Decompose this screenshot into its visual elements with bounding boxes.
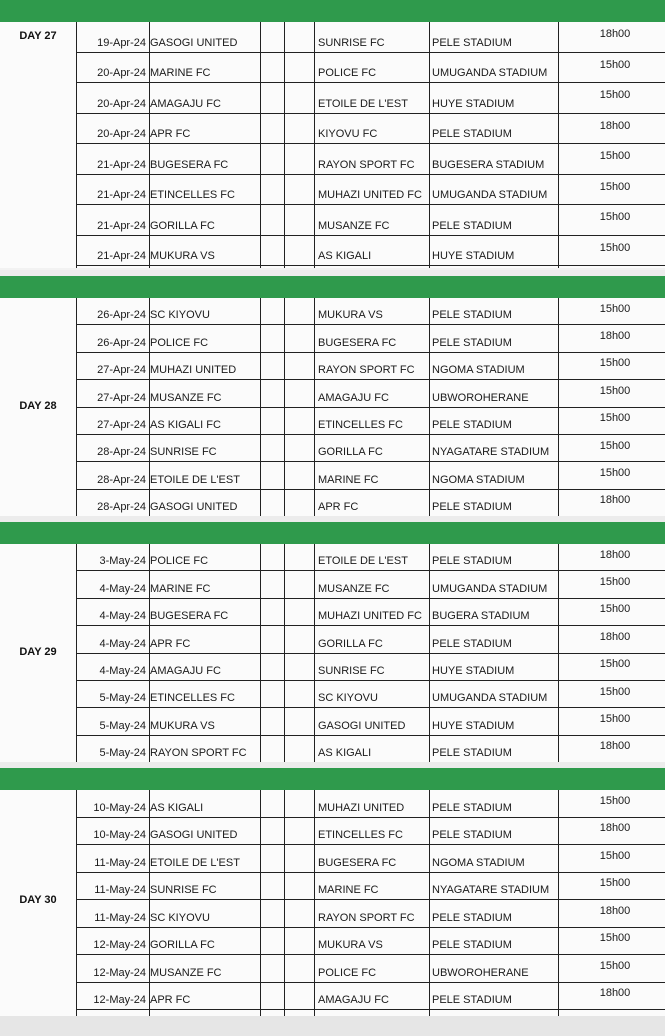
- kickoff-time: 15h00: [599, 685, 631, 698]
- away-team: SC KIYOVU: [318, 692, 378, 705]
- matchday-label: DAY 29: [19, 646, 57, 658]
- kickoff-time: 18h00: [599, 822, 631, 835]
- match-date: 12-May-24: [93, 994, 146, 1006]
- venue: BUGESERA STADIUM: [432, 158, 545, 171]
- away-team: AS KIGALI: [318, 250, 372, 262]
- kickoff-time: 15h00: [599, 302, 631, 315]
- match-date: 12-May-24: [93, 966, 146, 979]
- home-team: RAYON SPORT FC: [150, 747, 247, 760]
- kickoff-time: 18h00: [599, 119, 631, 132]
- venue: PELE STADIUM: [432, 637, 512, 650]
- fixture-row: [76, 790, 665, 818]
- home-team: AMAGAJU FC: [150, 664, 221, 677]
- kickoff-time: 15h00: [599, 150, 631, 163]
- away-team: POLICE FC: [318, 966, 377, 979]
- match-date: 20-Apr-24: [97, 128, 146, 140]
- venue: PELE STADIUM: [432, 747, 512, 760]
- matchday-label: DAY 30: [19, 894, 57, 906]
- venue: HUYE STADIUM: [432, 250, 515, 262]
- fixture-row: [76, 83, 665, 114]
- kickoff-time: 18h00: [599, 987, 631, 1000]
- venue: PELE STADIUM: [432, 219, 512, 232]
- away-team: MUSANZE FC: [318, 219, 390, 232]
- home-team: BUGESERA FC: [150, 610, 229, 623]
- match-date: 5-May-24: [99, 719, 146, 732]
- fixture-row: [76, 325, 665, 352]
- venue: PELE STADIUM: [432, 336, 512, 349]
- fixture-row: [76, 236, 665, 267]
- day-section: [0, 544, 665, 764]
- fixture-row: [76, 599, 665, 626]
- home-team: APR FC: [150, 994, 191, 1006]
- match-date: 28-Apr-24: [97, 501, 146, 514]
- home-team: POLICE FC: [150, 555, 209, 568]
- day-section: [0, 22, 665, 268]
- home-team: SC KIYOVU: [150, 309, 210, 322]
- fixture-row: [76, 626, 665, 653]
- fixture-row: [76, 900, 665, 928]
- match-date: 11-May-24: [94, 856, 146, 869]
- kickoff-time: 15h00: [599, 713, 631, 726]
- venue: PELE STADIUM: [432, 418, 512, 431]
- away-team: ETINCELLES FC: [318, 829, 403, 841]
- kickoff-time: 15h00: [599, 603, 631, 616]
- fixture-row: [76, 983, 665, 1011]
- kickoff-time: 15h00: [599, 357, 631, 370]
- fixture-row: [76, 490, 665, 517]
- away-team: MARINE FC: [318, 884, 379, 896]
- home-team: GASOGI UNITED: [150, 501, 238, 514]
- home-team: SUNRISE FC: [150, 884, 217, 896]
- away-team: MUKURA VS: [318, 939, 383, 951]
- venue: HUYE STADIUM: [432, 664, 515, 677]
- fixture-row: [76, 353, 665, 380]
- section-gap: [0, 516, 665, 522]
- match-date: 10-May-24: [93, 801, 146, 814]
- match-date: 10-May-24: [93, 829, 146, 841]
- match-date: 20-Apr-24: [97, 67, 146, 79]
- home-team: MUSANZE FC: [150, 966, 222, 979]
- match-date: 27-Apr-24: [97, 391, 146, 404]
- home-team: SUNRISE FC: [150, 446, 217, 459]
- section-gap: [0, 762, 665, 768]
- match-date: 3-May-24: [99, 555, 146, 568]
- venue: NYAGATARE STADIUM: [432, 884, 550, 896]
- kickoff-time: 18h00: [599, 548, 631, 561]
- away-team: AS KIGALI: [318, 747, 372, 760]
- day-section: [0, 298, 665, 518]
- kickoff-time: 15h00: [599, 877, 631, 890]
- match-date: 4-May-24: [99, 610, 146, 623]
- kickoff-time: 15h00: [599, 89, 631, 102]
- kickoff-time: 15h00: [599, 241, 631, 254]
- away-team: MUSANZE FC: [318, 582, 390, 595]
- fixture-row: [76, 708, 665, 735]
- home-team: MUSANZE FC: [150, 391, 222, 404]
- venue: PELE STADIUM: [432, 994, 512, 1006]
- kickoff-time: 15h00: [599, 412, 631, 425]
- home-team: ETOILE DE L'EST: [150, 856, 240, 869]
- venue: UMUGANDA STADIUM: [432, 67, 548, 79]
- section-header-band: [0, 276, 665, 298]
- matchday-label: DAY 27: [19, 30, 57, 42]
- away-team: APR FC: [318, 501, 359, 514]
- home-team: ETOILE DE L'EST: [150, 473, 240, 486]
- venue: UMUGANDA STADIUM: [432, 582, 548, 595]
- venue: NGOMA STADIUM: [432, 364, 525, 377]
- kickoff-time: 15h00: [599, 180, 631, 193]
- kickoff-time: 18h00: [599, 330, 631, 343]
- match-date: 28-Apr-24: [97, 446, 146, 459]
- fixture-row: [76, 736, 665, 763]
- away-team: POLICE FC: [318, 67, 377, 79]
- home-team: BUGESERA FC: [150, 158, 229, 171]
- home-team: APR FC: [150, 128, 191, 140]
- home-team: MARINE FC: [150, 582, 211, 595]
- kickoff-time: 18h00: [599, 28, 631, 41]
- away-team: GORILLA FC: [318, 637, 383, 650]
- fixture-row: [76, 845, 665, 873]
- venue: PELE STADIUM: [432, 555, 512, 568]
- home-team: AS KIGALI FC: [150, 418, 221, 431]
- match-date: 11-May-24: [94, 911, 146, 924]
- away-team: MARINE FC: [318, 473, 379, 486]
- match-date: 26-Apr-24: [97, 336, 146, 349]
- away-team: MUKURA VS: [318, 309, 383, 322]
- fixture-row: [76, 818, 665, 846]
- match-date: 28-Apr-24: [97, 473, 146, 486]
- fixture-row: [76, 928, 665, 956]
- fixture-row: [76, 298, 665, 325]
- kickoff-time: 15h00: [599, 576, 631, 589]
- fixture-row: [76, 53, 665, 84]
- match-date: 21-Apr-24: [97, 219, 146, 232]
- match-date: 21-Apr-24: [97, 158, 146, 171]
- match-date: 4-May-24: [99, 637, 146, 650]
- kickoff-time: 15h00: [599, 58, 631, 71]
- match-date: 19-Apr-24: [97, 36, 146, 49]
- kickoff-time: 15h00: [599, 959, 631, 972]
- kickoff-time: 15h00: [599, 467, 631, 480]
- kickoff-time: 15h00: [599, 794, 631, 807]
- match-date: 27-Apr-24: [97, 364, 146, 377]
- away-team: MUHAZI UNITED: [318, 801, 405, 814]
- fixture-row: [76, 205, 665, 236]
- fixture-row: [76, 544, 665, 571]
- away-team: MUHAZI UNITED FC: [318, 189, 422, 201]
- home-team: MARINE FC: [150, 67, 211, 79]
- kickoff-time: 15h00: [599, 439, 631, 452]
- kickoff-time: 18h00: [599, 630, 631, 643]
- home-team: GASOGI UNITED: [150, 36, 238, 49]
- away-team: BUGESERA FC: [318, 856, 397, 869]
- home-team: APR FC: [150, 637, 191, 650]
- away-team: SUNRISE FC: [318, 36, 385, 49]
- venue: HUYE STADIUM: [432, 97, 515, 110]
- home-team: SC KIYOVU: [150, 911, 210, 924]
- home-team: GORILLA FC: [150, 939, 215, 951]
- home-team: ETINCELLES FC: [150, 189, 235, 201]
- kickoff-time: 18h00: [599, 740, 631, 753]
- home-team: GASOGI UNITED: [150, 829, 238, 841]
- fixture-row: [76, 873, 665, 901]
- venue: PELE STADIUM: [432, 801, 512, 814]
- venue: BUGERA STADIUM: [432, 610, 530, 623]
- match-date: 12-May-24: [93, 939, 146, 951]
- match-date: 4-May-24: [99, 664, 146, 677]
- kickoff-time: 15h00: [599, 384, 631, 397]
- away-team: GASOGI UNITED: [318, 719, 406, 732]
- matchday-label: DAY 28: [19, 400, 57, 412]
- home-team: AMAGAJU FC: [150, 97, 221, 110]
- venue: NYAGATARE STADIUM: [432, 446, 550, 459]
- venue: NGOMA STADIUM: [432, 856, 525, 869]
- home-team: AS KIGALI: [150, 801, 204, 814]
- fixture-row: [76, 380, 665, 407]
- home-team: MUKURA VS: [150, 719, 215, 732]
- away-team: BUGESERA FC: [318, 336, 397, 349]
- fixture-row: [76, 955, 665, 983]
- section-gap: [0, 270, 665, 276]
- match-date: 21-Apr-24: [97, 189, 146, 201]
- match-date: 11-May-24: [94, 884, 146, 896]
- match-date: 27-Apr-24: [97, 418, 146, 431]
- day-section: [0, 790, 665, 1016]
- away-team: RAYON SPORT FC: [318, 158, 415, 171]
- kickoff-time: 15h00: [599, 658, 631, 671]
- away-team: ETINCELLES FC: [318, 418, 403, 431]
- kickoff-time: 18h00: [599, 904, 631, 917]
- fixture-row: [76, 175, 665, 206]
- home-team: MUKURA VS: [150, 250, 215, 262]
- kickoff-time: 15h00: [599, 932, 631, 945]
- match-date: 5-May-24: [99, 747, 146, 760]
- home-team: POLICE FC: [150, 336, 209, 349]
- match-date: 5-May-24: [99, 692, 146, 705]
- match-date: 21-Apr-24: [97, 250, 146, 262]
- venue: PELE STADIUM: [432, 829, 512, 841]
- fixture-row: [76, 681, 665, 708]
- away-team: MUHAZI UNITED FC: [318, 610, 422, 623]
- away-team: ETOILE DE L'EST: [318, 97, 408, 110]
- fixture-row: [76, 571, 665, 598]
- away-team: SUNRISE FC: [318, 664, 385, 677]
- section-header-band: [0, 768, 665, 790]
- venue: NGOMA STADIUM: [432, 473, 525, 486]
- fixture-row: [76, 22, 665, 53]
- match-date: 20-Apr-24: [97, 97, 146, 110]
- kickoff-time: 18h00: [599, 494, 631, 507]
- kickoff-time: 15h00: [599, 849, 631, 862]
- venue: UMUGANDA STADIUM: [432, 189, 548, 201]
- venue: PELE STADIUM: [432, 939, 512, 951]
- bottom-bar: [0, 1016, 665, 1036]
- venue: UBWOROHERANE: [432, 966, 529, 979]
- fixture-row: [76, 435, 665, 462]
- venue: PELE STADIUM: [432, 911, 512, 924]
- venue: PELE STADIUM: [432, 36, 512, 49]
- venue: UBWOROHERANE: [432, 391, 529, 404]
- away-team: RAYON SPORT FC: [318, 364, 415, 377]
- home-team: MUHAZI UNITED: [150, 364, 237, 377]
- section-header-band: [0, 0, 665, 22]
- home-team: GORILLA FC: [150, 219, 215, 232]
- fixture-row: [76, 408, 665, 435]
- fixture-row: [76, 462, 665, 489]
- away-team: ETOILE DE L'EST: [318, 555, 408, 568]
- away-team: AMAGAJU FC: [318, 391, 389, 404]
- venue: HUYE STADIUM: [432, 719, 515, 732]
- away-team: KIYOVU FC: [318, 128, 378, 140]
- away-team: AMAGAJU FC: [318, 994, 389, 1006]
- section-header-band: [0, 522, 665, 544]
- away-team: RAYON SPORT FC: [318, 911, 415, 924]
- match-date: 26-Apr-24: [97, 309, 146, 322]
- venue: UMUGANDA STADIUM: [432, 692, 548, 705]
- away-team: GORILLA FC: [318, 446, 383, 459]
- kickoff-time: 15h00: [599, 211, 631, 224]
- venue: PELE STADIUM: [432, 309, 512, 322]
- home-team: ETINCELLES FC: [150, 692, 235, 705]
- match-date: 4-May-24: [99, 582, 146, 595]
- fixture-row: [76, 144, 665, 175]
- fixture-row: [76, 654, 665, 681]
- venue: PELE STADIUM: [432, 128, 512, 140]
- fixture-row: [76, 114, 665, 145]
- venue: PELE STADIUM: [432, 501, 512, 514]
